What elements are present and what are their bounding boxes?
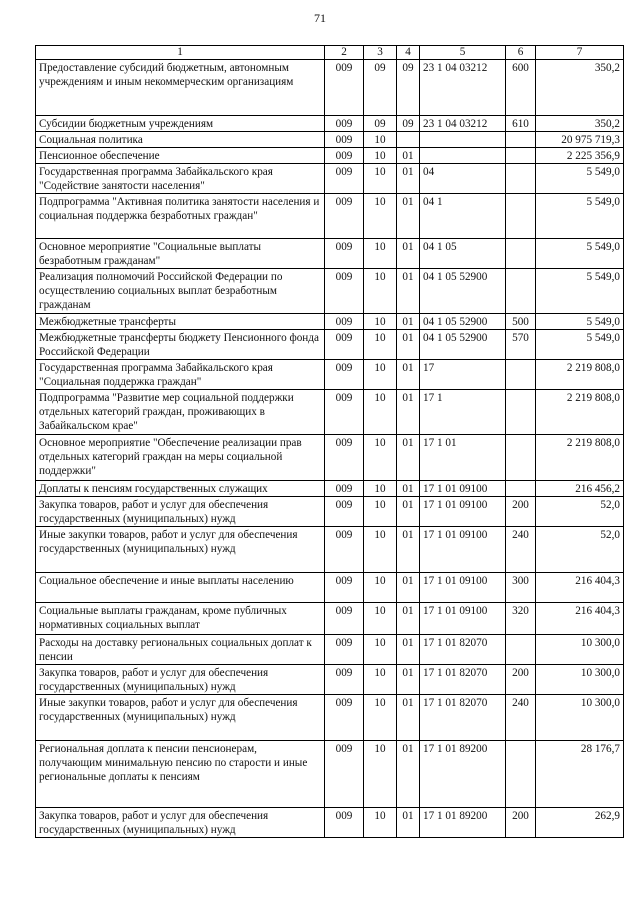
table-row (36, 60, 624, 116)
row-code-6 (506, 741, 536, 808)
row-code-6: 200 (506, 808, 536, 838)
row-code-5: 04 1 05 (420, 239, 506, 269)
row-code-5: 17 1 01 89200 (420, 741, 506, 808)
row-code-4: 01 (397, 481, 420, 497)
row-amount: 2 219 808,0 (536, 360, 624, 390)
row-code-2: 009 (325, 239, 364, 269)
row-code-2: 009 (325, 360, 364, 390)
row-code-5: 17 1 01 09100 (420, 497, 506, 527)
row-code-3: 10 (364, 390, 397, 435)
row-code-4: 01 (397, 330, 420, 360)
row-code-3: 10 (364, 527, 397, 573)
row-amount: 262,9 (536, 808, 624, 838)
row-code-5: 17 1 01 82070 (420, 695, 506, 741)
row-code-4: 09 (397, 116, 420, 132)
row-code-2: 009 (325, 148, 364, 164)
table-row (36, 573, 624, 603)
row-code-6 (506, 435, 536, 481)
row-code-4: 01 (397, 497, 420, 527)
row-code-5: 17 1 01 (420, 435, 506, 481)
row-name: Закупка товаров, работ и услуг для обеспечения государственных (муниципальных) нужд (36, 665, 325, 695)
row-code-3: 10 (364, 481, 397, 497)
row-code-6: 500 (506, 314, 536, 330)
row-name: Государственная программа Забайкальского края "Социальная поддержка граждан" (36, 360, 325, 390)
row-code-5: 17 (420, 360, 506, 390)
row-code-3: 10 (364, 695, 397, 741)
table-row (36, 164, 624, 194)
row-code-5: 04 1 05 52900 (420, 314, 506, 330)
row-code-3: 10 (364, 148, 397, 164)
row-code-3: 10 (364, 330, 397, 360)
row-code-2: 009 (325, 194, 364, 239)
row-code-6 (506, 132, 536, 148)
row-code-2: 009 (325, 741, 364, 808)
row-name: Государственная программа Забайкальского края "Содействие занятости населения" (36, 164, 325, 194)
table-row (36, 360, 624, 390)
table-row (36, 435, 624, 481)
row-amount: 216 404,3 (536, 573, 624, 603)
row-code-5: 23 1 04 03212 (420, 60, 506, 116)
row-amount: 10 300,0 (536, 695, 624, 741)
row-code-3: 10 (364, 741, 397, 808)
row-code-3: 10 (364, 164, 397, 194)
row-name: Предоставление субсидий бюджетным, автономным учреждениям и иным некоммерческим организациям (36, 60, 325, 116)
row-code-6: 600 (506, 60, 536, 116)
table-row (36, 330, 624, 360)
row-code-3: 10 (364, 314, 397, 330)
row-name: Закупка товаров, работ и услуг для обеспечения государственных (муниципальных) нужд (36, 497, 325, 527)
row-code-3: 10 (364, 269, 397, 314)
row-code-4: 01 (397, 741, 420, 808)
header-row (36, 46, 624, 60)
row-code-4: 01 (397, 435, 420, 481)
row-code-6: 610 (506, 116, 536, 132)
row-code-4: 09 (397, 60, 420, 116)
row-code-5: 17 1 01 09100 (420, 527, 506, 573)
row-code-4: 01 (397, 164, 420, 194)
row-code-6 (506, 390, 536, 435)
row-amount: 216 456,2 (536, 481, 624, 497)
row-name: Доплаты к пенсиям государственных служащих (36, 481, 325, 497)
row-code-6 (506, 481, 536, 497)
header-cell: 7 (536, 46, 624, 60)
row-amount: 52,0 (536, 527, 624, 573)
row-amount: 5 549,0 (536, 314, 624, 330)
row-code-2: 009 (325, 665, 364, 695)
row-code-5: 04 1 05 52900 (420, 269, 506, 314)
row-amount: 10 300,0 (536, 665, 624, 695)
table-row (36, 808, 624, 838)
row-code-5: 04 (420, 164, 506, 194)
row-code-2: 009 (325, 314, 364, 330)
row-code-3: 10 (364, 635, 397, 665)
row-code-3: 10 (364, 194, 397, 239)
page-number: 71 (314, 11, 326, 25)
header-cell: 1 (36, 46, 325, 60)
row-code-2: 009 (325, 435, 364, 481)
row-code-3: 10 (364, 497, 397, 527)
row-code-4: 01 (397, 635, 420, 665)
row-code-5: 17 1 01 82070 (420, 665, 506, 695)
row-code-4: 01 (397, 695, 420, 741)
row-amount: 5 549,0 (536, 239, 624, 269)
row-code-4: 01 (397, 603, 420, 635)
row-code-5: 17 1 01 09100 (420, 573, 506, 603)
row-code-5 (420, 132, 506, 148)
row-code-2: 009 (325, 116, 364, 132)
row-name: Региональная доплата к пенсии пенсионерам, получающим минимальную пенсию по старости и иные региональные доплаты к пенсиям (36, 741, 325, 808)
row-code-5: 17 1 01 89200 (420, 808, 506, 838)
row-code-3: 09 (364, 60, 397, 116)
row-code-3: 10 (364, 603, 397, 635)
row-code-4: 01 (397, 269, 420, 314)
row-code-3: 10 (364, 435, 397, 481)
row-amount: 10 300,0 (536, 635, 624, 665)
table-row (36, 269, 624, 314)
row-code-5: 17 1 01 09100 (420, 481, 506, 497)
budget-table (35, 45, 624, 838)
row-code-3: 10 (364, 132, 397, 148)
row-code-2: 009 (325, 497, 364, 527)
row-name: Основное мероприятие "Социальные выплаты безработным гражданам" (36, 239, 325, 269)
row-code-6 (506, 269, 536, 314)
row-name: Закупка товаров, работ и услуг для обеспечения государственных (муниципальных) нужд (36, 808, 325, 838)
row-code-6: 570 (506, 330, 536, 360)
table-row (36, 239, 624, 269)
row-code-4: 01 (397, 239, 420, 269)
row-amount: 2 219 808,0 (536, 390, 624, 435)
row-code-6 (506, 194, 536, 239)
row-name: Иные закупки товаров, работ и услуг для обеспечения государственных (муниципальных) нужд (36, 695, 325, 741)
table-row (36, 314, 624, 330)
row-code-4 (397, 132, 420, 148)
row-name: Пенсионное обеспечение (36, 148, 325, 164)
row-code-2: 009 (325, 269, 364, 314)
row-name: Межбюджетные трансферты (36, 314, 325, 330)
row-name: Межбюджетные трансферты бюджету Пенсионного фонда Российской Федерации (36, 330, 325, 360)
row-name: Подпрограмма "Развитие мер социальной поддержки отдельных категорий граждан, проживающих в Забайкальском крае" (36, 390, 325, 435)
row-code-4: 01 (397, 360, 420, 390)
header-cell: 5 (420, 46, 506, 60)
row-code-5: 17 1 (420, 390, 506, 435)
table-row (36, 603, 624, 635)
row-code-2: 009 (325, 527, 364, 573)
row-code-2: 009 (325, 132, 364, 148)
row-code-6 (506, 239, 536, 269)
row-name: Субсидии бюджетным учреждениям (36, 116, 325, 132)
table-row (36, 741, 624, 808)
table-row (36, 497, 624, 527)
header-cell: 6 (506, 46, 536, 60)
row-amount: 350,2 (536, 60, 624, 116)
row-code-5 (420, 148, 506, 164)
row-code-4: 01 (397, 194, 420, 239)
row-code-3: 10 (364, 665, 397, 695)
row-name: Подпрограмма "Активная политика занятости населения и социальная поддержка безработных граждан" (36, 194, 325, 239)
row-code-3: 10 (364, 360, 397, 390)
row-code-5: 04 1 (420, 194, 506, 239)
header-cell: 2 (325, 46, 364, 60)
row-code-6: 200 (506, 665, 536, 695)
row-amount: 52,0 (536, 497, 624, 527)
row-amount: 2 219 808,0 (536, 435, 624, 481)
row-amount: 5 549,0 (536, 194, 624, 239)
row-amount: 216 404,3 (536, 603, 624, 635)
row-code-6: 300 (506, 573, 536, 603)
row-code-6 (506, 148, 536, 164)
row-code-2: 009 (325, 808, 364, 838)
row-code-6 (506, 164, 536, 194)
header-cell: 3 (364, 46, 397, 60)
row-code-3: 10 (364, 573, 397, 603)
row-code-4: 01 (397, 314, 420, 330)
row-code-2: 009 (325, 603, 364, 635)
row-code-2: 009 (325, 635, 364, 665)
table-row (36, 390, 624, 435)
row-code-3: 10 (364, 808, 397, 838)
row-code-2: 009 (325, 60, 364, 116)
row-code-6: 320 (506, 603, 536, 635)
row-name: Основное мероприятие "Обеспечение реализации прав отдельных категорий граждан на меры социальной поддержки" (36, 435, 325, 481)
row-code-6 (506, 360, 536, 390)
row-amount: 5 549,0 (536, 330, 624, 360)
table-row (36, 148, 624, 164)
row-name: Социальные выплаты гражданам, кроме публичных нормативных социальных выплат (36, 603, 325, 635)
row-code-4: 01 (397, 390, 420, 435)
header-cell: 4 (397, 46, 420, 60)
row-name: Реализация полномочий Российской Федерации по осуществлению социальных выплат безработным гражданам (36, 269, 325, 314)
row-code-4: 01 (397, 148, 420, 164)
row-code-3: 10 (364, 239, 397, 269)
row-name: Расходы на доставку региональных социальных доплат к пенсии (36, 635, 325, 665)
row-name: Иные закупки товаров, работ и услуг для обеспечения государственных (муниципальных) нужд (36, 527, 325, 573)
row-code-4: 01 (397, 573, 420, 603)
table-row (36, 194, 624, 239)
row-code-5: 17 1 01 09100 (420, 603, 506, 635)
row-amount: 5 549,0 (536, 269, 624, 314)
row-code-5: 23 1 04 03212 (420, 116, 506, 132)
row-amount: 20 975 719,3 (536, 132, 624, 148)
table-row (36, 132, 624, 148)
table-row (36, 665, 624, 695)
row-code-6 (506, 635, 536, 665)
row-amount: 28 176,7 (536, 741, 624, 808)
row-code-2: 009 (325, 695, 364, 741)
table-row (36, 635, 624, 665)
row-code-2: 009 (325, 573, 364, 603)
row-name: Социальная политика (36, 132, 325, 148)
table-row (36, 527, 624, 573)
row-code-2: 009 (325, 164, 364, 194)
row-amount: 2 225 356,9 (536, 148, 624, 164)
row-code-5: 04 1 05 52900 (420, 330, 506, 360)
row-code-3: 09 (364, 116, 397, 132)
table-row (36, 116, 624, 132)
row-code-4: 01 (397, 527, 420, 573)
row-amount: 5 549,0 (536, 164, 624, 194)
row-code-4: 01 (397, 808, 420, 838)
row-name: Социальное обеспечение и иные выплаты населению (36, 573, 325, 603)
row-code-4: 01 (397, 665, 420, 695)
table-row (36, 481, 624, 497)
table-row (36, 695, 624, 741)
row-code-2: 009 (325, 330, 364, 360)
row-code-6: 200 (506, 497, 536, 527)
row-code-5: 17 1 01 82070 (420, 635, 506, 665)
row-amount: 350,2 (536, 116, 624, 132)
row-code-6: 240 (506, 695, 536, 741)
row-code-6: 240 (506, 527, 536, 573)
row-code-2: 009 (325, 481, 364, 497)
row-code-2: 009 (325, 390, 364, 435)
